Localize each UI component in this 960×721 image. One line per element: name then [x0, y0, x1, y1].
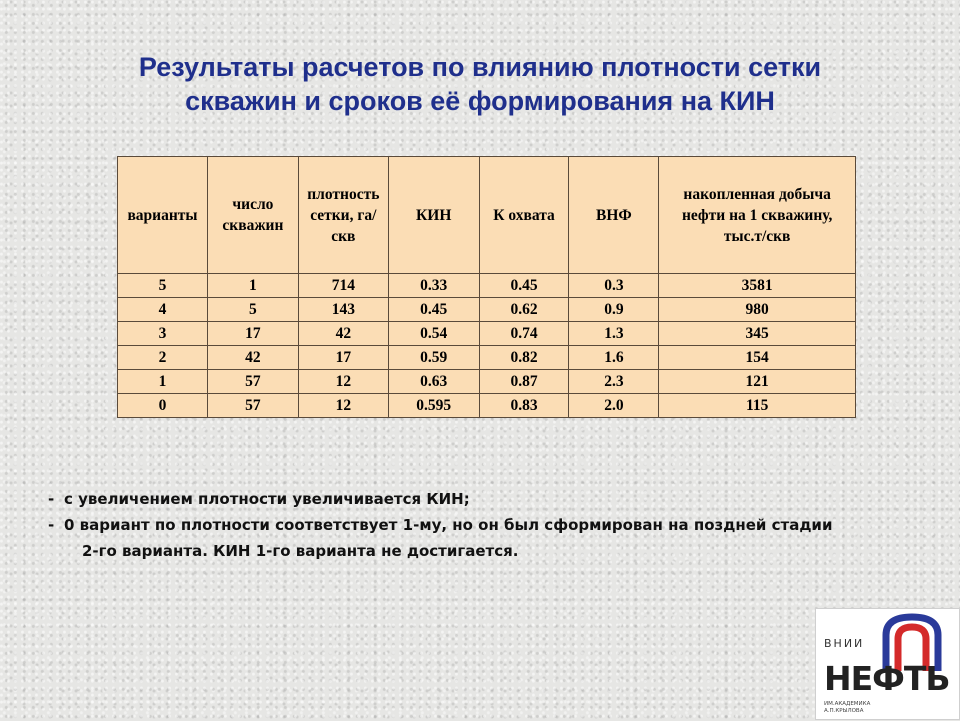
slide-title-line-1: Результаты расчетов по влиянию плотности сетки [138, 52, 822, 82]
table-cell: 2.0 [569, 394, 659, 418]
results-table [117, 156, 856, 418]
conclusions [48, 486, 908, 564]
table-cell: 0.87 [479, 370, 569, 394]
table-cell: 154 [659, 346, 856, 370]
table-row [118, 346, 856, 370]
logo-sub-text [824, 701, 870, 715]
table-cell: 3 [118, 322, 208, 346]
table-cell: 0.82 [479, 346, 569, 370]
conclusion-item-2 [48, 512, 908, 564]
table-cell: 5 [118, 274, 208, 298]
table-cell: 1.6 [569, 346, 659, 370]
header-well-count: число скважин [207, 157, 298, 274]
table-header-row [118, 157, 856, 274]
header-grid-density: плотность сетки, га/скв [298, 157, 388, 274]
table-cell: 115 [659, 394, 856, 418]
table-cell: 0 [118, 394, 208, 418]
table-cell: 0.54 [388, 322, 479, 346]
table-cell: 4 [118, 298, 208, 322]
table-cell: 0.83 [479, 394, 569, 418]
table-cell: 2 [118, 346, 208, 370]
header-wor: ВНФ [569, 157, 659, 274]
header-sweep-coefficient: К охвата [479, 157, 569, 274]
table-cell: 0.45 [479, 274, 569, 298]
bullet-dash: - [48, 516, 55, 534]
conclusion-text-line-1: 0 вариант по плотности соответствует 1-му, но он был сформирован на поздней стадии [64, 516, 833, 534]
table-cell: 1 [118, 370, 208, 394]
bullet-dash: - [48, 490, 55, 508]
conclusion-text: с увеличением плотности увеличивается КИН; [64, 490, 470, 508]
vnii-neft-logo [815, 608, 960, 720]
table-cell: 0.45 [388, 298, 479, 322]
table-row [118, 298, 856, 322]
header-variants: варианты [118, 157, 208, 274]
table-cell: 17 [298, 346, 388, 370]
table-cell: 0.63 [388, 370, 479, 394]
header-kin: КИН [388, 157, 479, 274]
table-cell: 1.3 [569, 322, 659, 346]
table-cell: 57 [207, 370, 298, 394]
conclusion-text-line-2: 2-го варианта. КИН 1-го варианта не достигается. [82, 542, 519, 560]
table-cell: 0.33 [388, 274, 479, 298]
table-cell: 17 [207, 322, 298, 346]
table-cell: 0.74 [479, 322, 569, 346]
table-cell: 12 [298, 370, 388, 394]
slide-title [60, 50, 900, 118]
table-cell: 1 [207, 274, 298, 298]
table-row [118, 274, 856, 298]
table-cell: 42 [298, 322, 388, 346]
slide-title-line-2: скважин и сроков её формирования на КИН [185, 86, 775, 116]
logo-sub-line-1: ИМ.АКАДЕМИКА [824, 701, 871, 707]
table-row [118, 370, 856, 394]
logo-sub-line-2: А.П.КРЫЛОВА [824, 708, 864, 714]
conclusion-item-1 [48, 486, 908, 512]
table-cell: 980 [659, 298, 856, 322]
table-cell: 12 [298, 394, 388, 418]
table-cell: 42 [207, 346, 298, 370]
table-cell: 57 [207, 394, 298, 418]
table-row [118, 322, 856, 346]
logo-main-text: НЕФТЬ [824, 659, 950, 698]
table-cell: 0.9 [569, 298, 659, 322]
table-cell: 0.3 [569, 274, 659, 298]
conclusion-text [64, 512, 908, 564]
table-cell: 714 [298, 274, 388, 298]
logo-top-text: ВНИИ [824, 637, 865, 650]
header-cumulative-production: накопленная добыча нефти на 1 скважину, тыс.т/скв [659, 157, 856, 274]
table-cell: 121 [659, 370, 856, 394]
table-cell: 0.595 [388, 394, 479, 418]
table-row [118, 394, 856, 418]
table-cell: 5 [207, 298, 298, 322]
table-cell: 0.59 [388, 346, 479, 370]
table-cell: 0.62 [479, 298, 569, 322]
table-cell: 143 [298, 298, 388, 322]
table-cell: 3581 [659, 274, 856, 298]
table-cell: 345 [659, 322, 856, 346]
table-cell: 2.3 [569, 370, 659, 394]
